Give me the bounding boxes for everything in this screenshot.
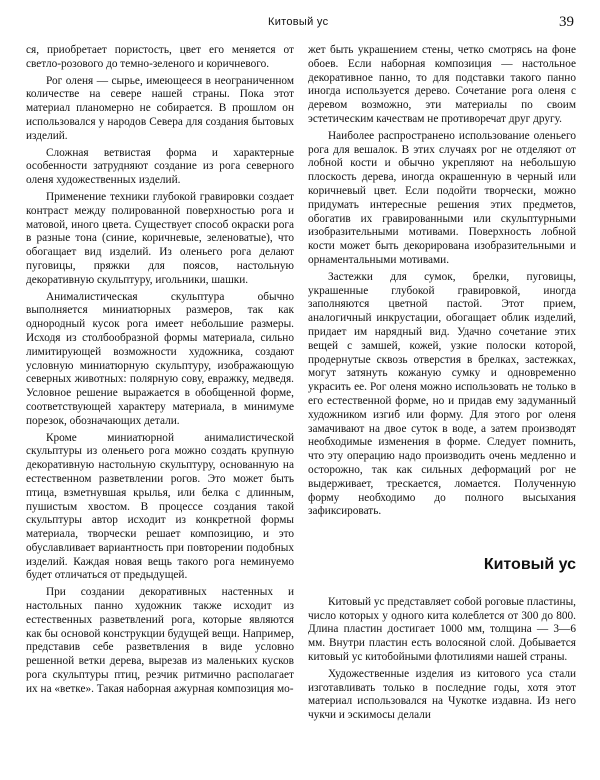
paragraph: Застежки для сумок, брелки, пуговицы, украшенные глубокой гравировкой, иногда заполняются цветной пастой. Этот прием, аналогичный инкрустации, обогащает облик изделий, придает им нарядный вид. Удачно сочетание этих вещей с замшей, кожей, узкие полоски которой, продернутые сквозь отверстия в брелках, застежках, могут затянуть кожаную сумку и одновременно украсить ее. Рог оленя можно использовать не только в его естественной форме, но и придав ему задуманный художником изгиб или форму. Для этого рог оленя замачивают на двое суток в воде, а затем производят необходимые изменения в форме. Следует помнить, что эту операцию надо производить очень медленно и осторожно, так как сильных деформаций рог не выдерживает, трескается, ломается. Полученную форму необходимо до полного высыхания зафиксировать. bbox=[308, 270, 576, 518]
right-column bbox=[308, 44, 576, 774]
paragraph: Сложная ветвистая форма и характерные особенности затрудняют создание из рога северного оленя художественных изделий. bbox=[26, 146, 294, 187]
left-column bbox=[26, 44, 294, 774]
running-title: Китовый ус bbox=[268, 16, 329, 28]
paragraph: Китовый ус представляет собой роговые пластины, число которых у одного кита колеблется от 300 до 800. Длина пластин достигает 1000 мм, толщина — 3—6 мм. Внутри пластин есть волосяной слой. Добывается китовый ус китобойными флотилиями нашей страны. bbox=[308, 595, 576, 664]
paragraph: жет быть украшением стены, четко смотрясь на фоне обоев. Если наборная композиция — настольное декоративное панно, то для подставки такого панно иногда используется дерево. Сочетание рога оленя с деревом возможно, эти материалы по своим эстетическим качествам не противоречат друг другу. bbox=[308, 44, 576, 125]
page-number: 39 bbox=[559, 14, 574, 30]
paragraph: ся, приобретает пористость, цвет его меняется от светло-розового до темно-зеленого и коричневого. bbox=[26, 44, 294, 70]
paragraph: При создании декоративных настенных и настольных панно художник также исходит из естественных разветвлений рога, которые являются как бы основой конструкции будущей вещи. Например, представив себе разветвления в виде условно решенной ветки дерева, вырезав из маленьких кусков рога скульптуры птиц, резчик ритмично располагает их на «ветке». Такая наборная ажурная композиция мо- bbox=[26, 586, 294, 695]
paragraph: Художественные изделия из китового уса стали изготавливать только в последние годы, хотя этот материал использовался на Чукотке издавна. Из него чукчи и эскимосы делали bbox=[308, 667, 576, 722]
paragraph: Анималистическая скульптура обычно выполняется миниатюрных размеров, так как однородный кусок рога имеет небольшие размеры. Исходя из столбообразной формы материала, сильно лимитирующей возможности художника, создают условную миниатюрную скульптуру, изображающую северных животных: полярную сову, евражку, медведя. Условное решение выражается в обобщенной форме, соответствующей характеру материала, в минимуме порезок, обозначающих детали. bbox=[26, 290, 294, 427]
paragraph: Кроме миниатюрной анималистической скульптуры из оленьего рога можно создать крупную декоративную настольную скульптуру, основанную на естественном разветвлении рогов. Это может быть птица, взметнувшая крылья, или белка с длинным, пушистым хвостом. В процессе создания такой скульптуры автор исходит из конкретной формы материала, творчески решает композицию, и это обуславливает вариантность при повторении подобных изделий. Каждая новая вещь такого рога неминуемо будет отличаться от предыдущей. bbox=[26, 431, 294, 582]
paragraph: Рог оленя — сырье, имеющееся в неограниченном количестве на севере нашей страны. Пока этот материал планомерно не собирается. В прошлом он использовался у народов Севера для создания бытовых изделий. bbox=[26, 74, 294, 142]
paragraph: Наиболее распространено использование оленьего рога для вешалок. В этих случаях рог не отделяют от лобной кости и обычно укрепляют на небольшую плоскость дерева, иногда окрашенную в черный или коричневый цвет. Если подойти творчески, можно придумать интересные решения этих предметов, обогатив их гравированными или скульптурными изобразительными мотивами. Поверхность лобной кости может быть декорирована изобразительными и орнаментальными мотивами. bbox=[308, 129, 576, 266]
section-title: Китовый ус bbox=[483, 556, 576, 574]
paragraph: Применение техники глубокой гравировки создает контраст между полированной поверхностью рога и матовой, иного цвета. Существует способ окраски рога в разные тона (синие, коричневые, зеленоватые), что обогащает вид изделий. Из оленьего рога делают пуговицы, пряжки для поясов, настольную декоративную скульптуру, игольники, шашки. bbox=[26, 190, 294, 286]
section-spacer bbox=[308, 522, 576, 558]
